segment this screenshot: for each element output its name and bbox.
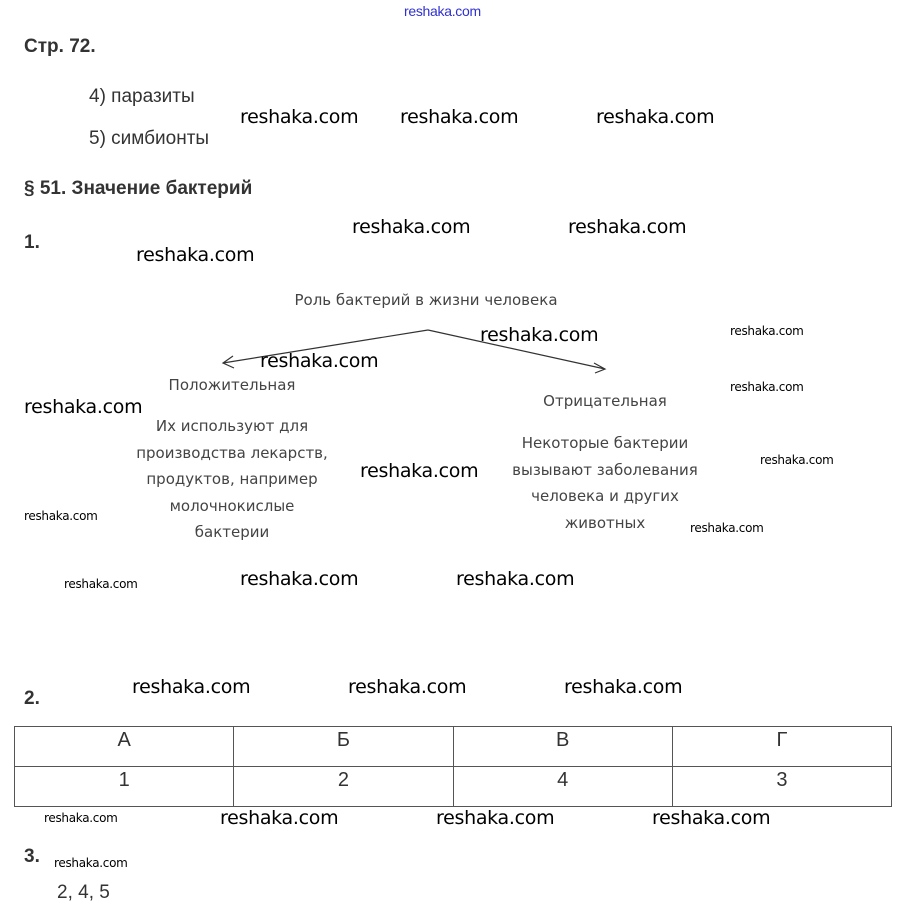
watermark: reshaka.com: [690, 521, 764, 535]
watermark: reshaka.com: [44, 811, 118, 825]
answer-table: [14, 726, 892, 807]
watermark: reshaka.com: [730, 380, 804, 394]
text-line: производства лекарств,: [136, 443, 328, 462]
table-cell: 2: [234, 767, 453, 807]
table-row: [15, 767, 892, 807]
watermark: reshaka.com: [352, 216, 471, 238]
watermark: reshaka.com: [220, 807, 339, 829]
section-title: § 51. Значение бактерий: [24, 178, 253, 199]
watermark: reshaka.com: [54, 856, 128, 870]
watermark: reshaka.com: [136, 244, 255, 266]
watermark: reshaka.com: [240, 568, 359, 590]
watermark: reshaka.com: [400, 106, 519, 128]
answer-item: 4) паразиты: [89, 86, 195, 107]
table-cell: 1: [15, 767, 234, 807]
text-line: Их используют для: [155, 417, 309, 435]
table-header-cell: В: [453, 727, 672, 767]
watermark: reshaka.com: [652, 807, 771, 829]
text-line: бактерии: [194, 523, 270, 541]
watermark: reshaka.com: [456, 568, 575, 590]
diagram-left-title: Положительная: [168, 376, 296, 394]
watermark: reshaka.com: [132, 676, 251, 698]
table-header-cell: Б: [234, 727, 453, 767]
watermark: reshaka.com: [360, 460, 479, 482]
task-number: 2.: [24, 688, 40, 709]
table-cell: 3: [672, 767, 891, 807]
watermark: reshaka.com: [480, 324, 599, 346]
watermark: reshaka.com: [564, 676, 683, 698]
watermark: reshaka.com: [24, 509, 98, 523]
text-line: молочнокислые: [169, 496, 295, 515]
watermark: reshaka.com: [64, 577, 138, 591]
watermark: reshaka.com: [596, 106, 715, 128]
watermark: reshaka.com: [348, 676, 467, 698]
watermark: reshaka.com: [24, 396, 143, 418]
watermark: reshaka.com: [730, 324, 804, 338]
watermark: reshaka.com: [240, 106, 359, 128]
watermark: reshaka.com: [568, 216, 687, 238]
text-line: Некоторые бактерии: [521, 434, 689, 452]
header-watermark: reshaka.com: [404, 3, 481, 19]
task-number: 1.: [24, 232, 40, 253]
diagram-root: Роль бактерий в жизни человека: [294, 291, 558, 309]
table-header-cell: Г: [672, 727, 891, 767]
diagram-right-title: Отрицательная: [543, 392, 667, 410]
watermark: reshaka.com: [436, 807, 555, 829]
text-line: человека и других: [531, 487, 679, 505]
table-header-row: [15, 727, 892, 767]
text-line: животных: [564, 513, 646, 532]
watermark: reshaka.com: [760, 453, 834, 467]
text-line: вызывают заболевания: [512, 460, 698, 479]
answer-item: 5) симбионты: [89, 128, 210, 149]
task3-answer: 2, 4, 5: [57, 882, 110, 903]
page-label: Стр. 72.: [24, 36, 96, 57]
text-line: продуктов, например: [146, 470, 318, 488]
diagram-left-text: [112, 413, 352, 546]
table-cell: 4: [453, 767, 672, 807]
diagram-right-text: [485, 430, 725, 536]
watermark: reshaka.com: [260, 350, 379, 372]
task-number: 3.: [24, 846, 40, 867]
table-header-cell: А: [15, 727, 234, 767]
